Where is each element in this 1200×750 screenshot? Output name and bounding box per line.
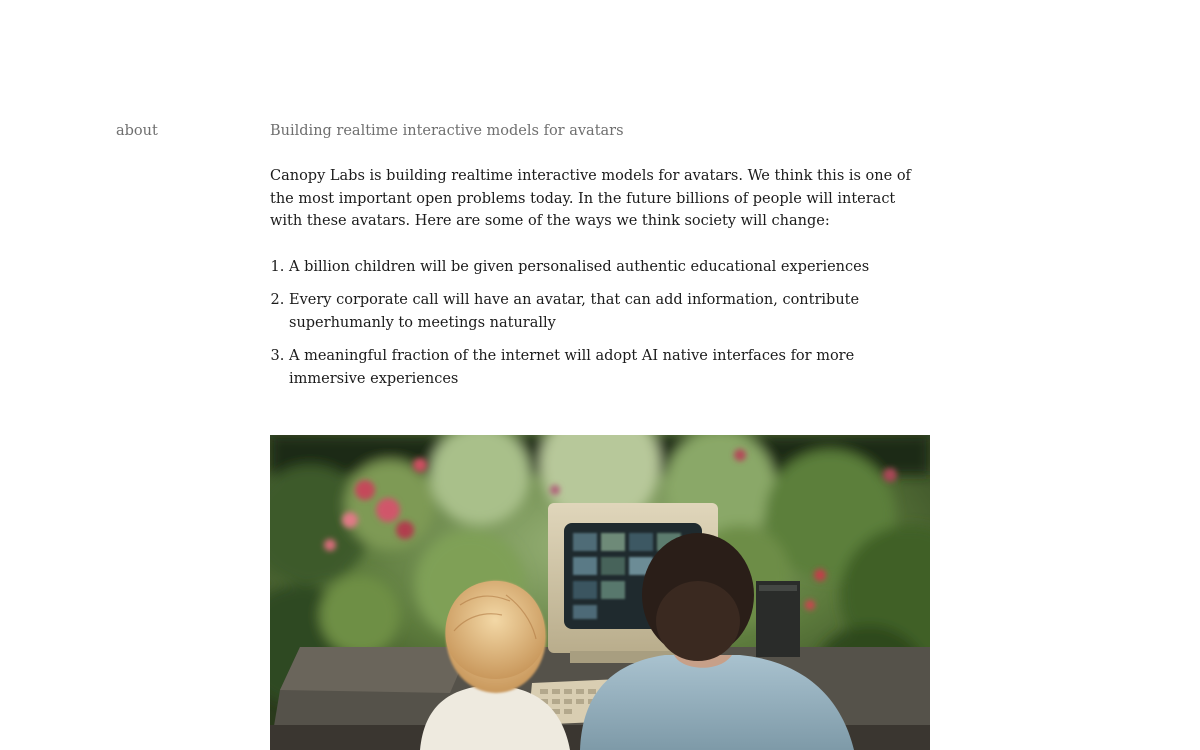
hero-image [270, 435, 930, 750]
list-item: 2. Every corporate call will have an avatar, that can add information, contribute superhumanly to meetings naturally [289, 289, 930, 334]
intro-paragraph: Canopy Labs is building realtime interactive models for avatars. We think this is one of the most important open problems today. In the future billions of people will interact with these avatars. Here are some of the ways we think society will change: [270, 168, 911, 229]
hero-photo-illustration [270, 435, 930, 750]
list-item: 1. A billion children will be given personalised authentic educational experiences [289, 256, 930, 279]
list-item: 3. A meaningful fraction of the internet will adopt AI native interfaces for more immersive experiences [289, 345, 930, 390]
main-content [270, 121, 930, 401]
nav-about-link[interactable]: about [116, 123, 158, 139]
page-subtitle: Building realtime interactive models for avatars [270, 123, 624, 139]
change-list [270, 256, 930, 391]
